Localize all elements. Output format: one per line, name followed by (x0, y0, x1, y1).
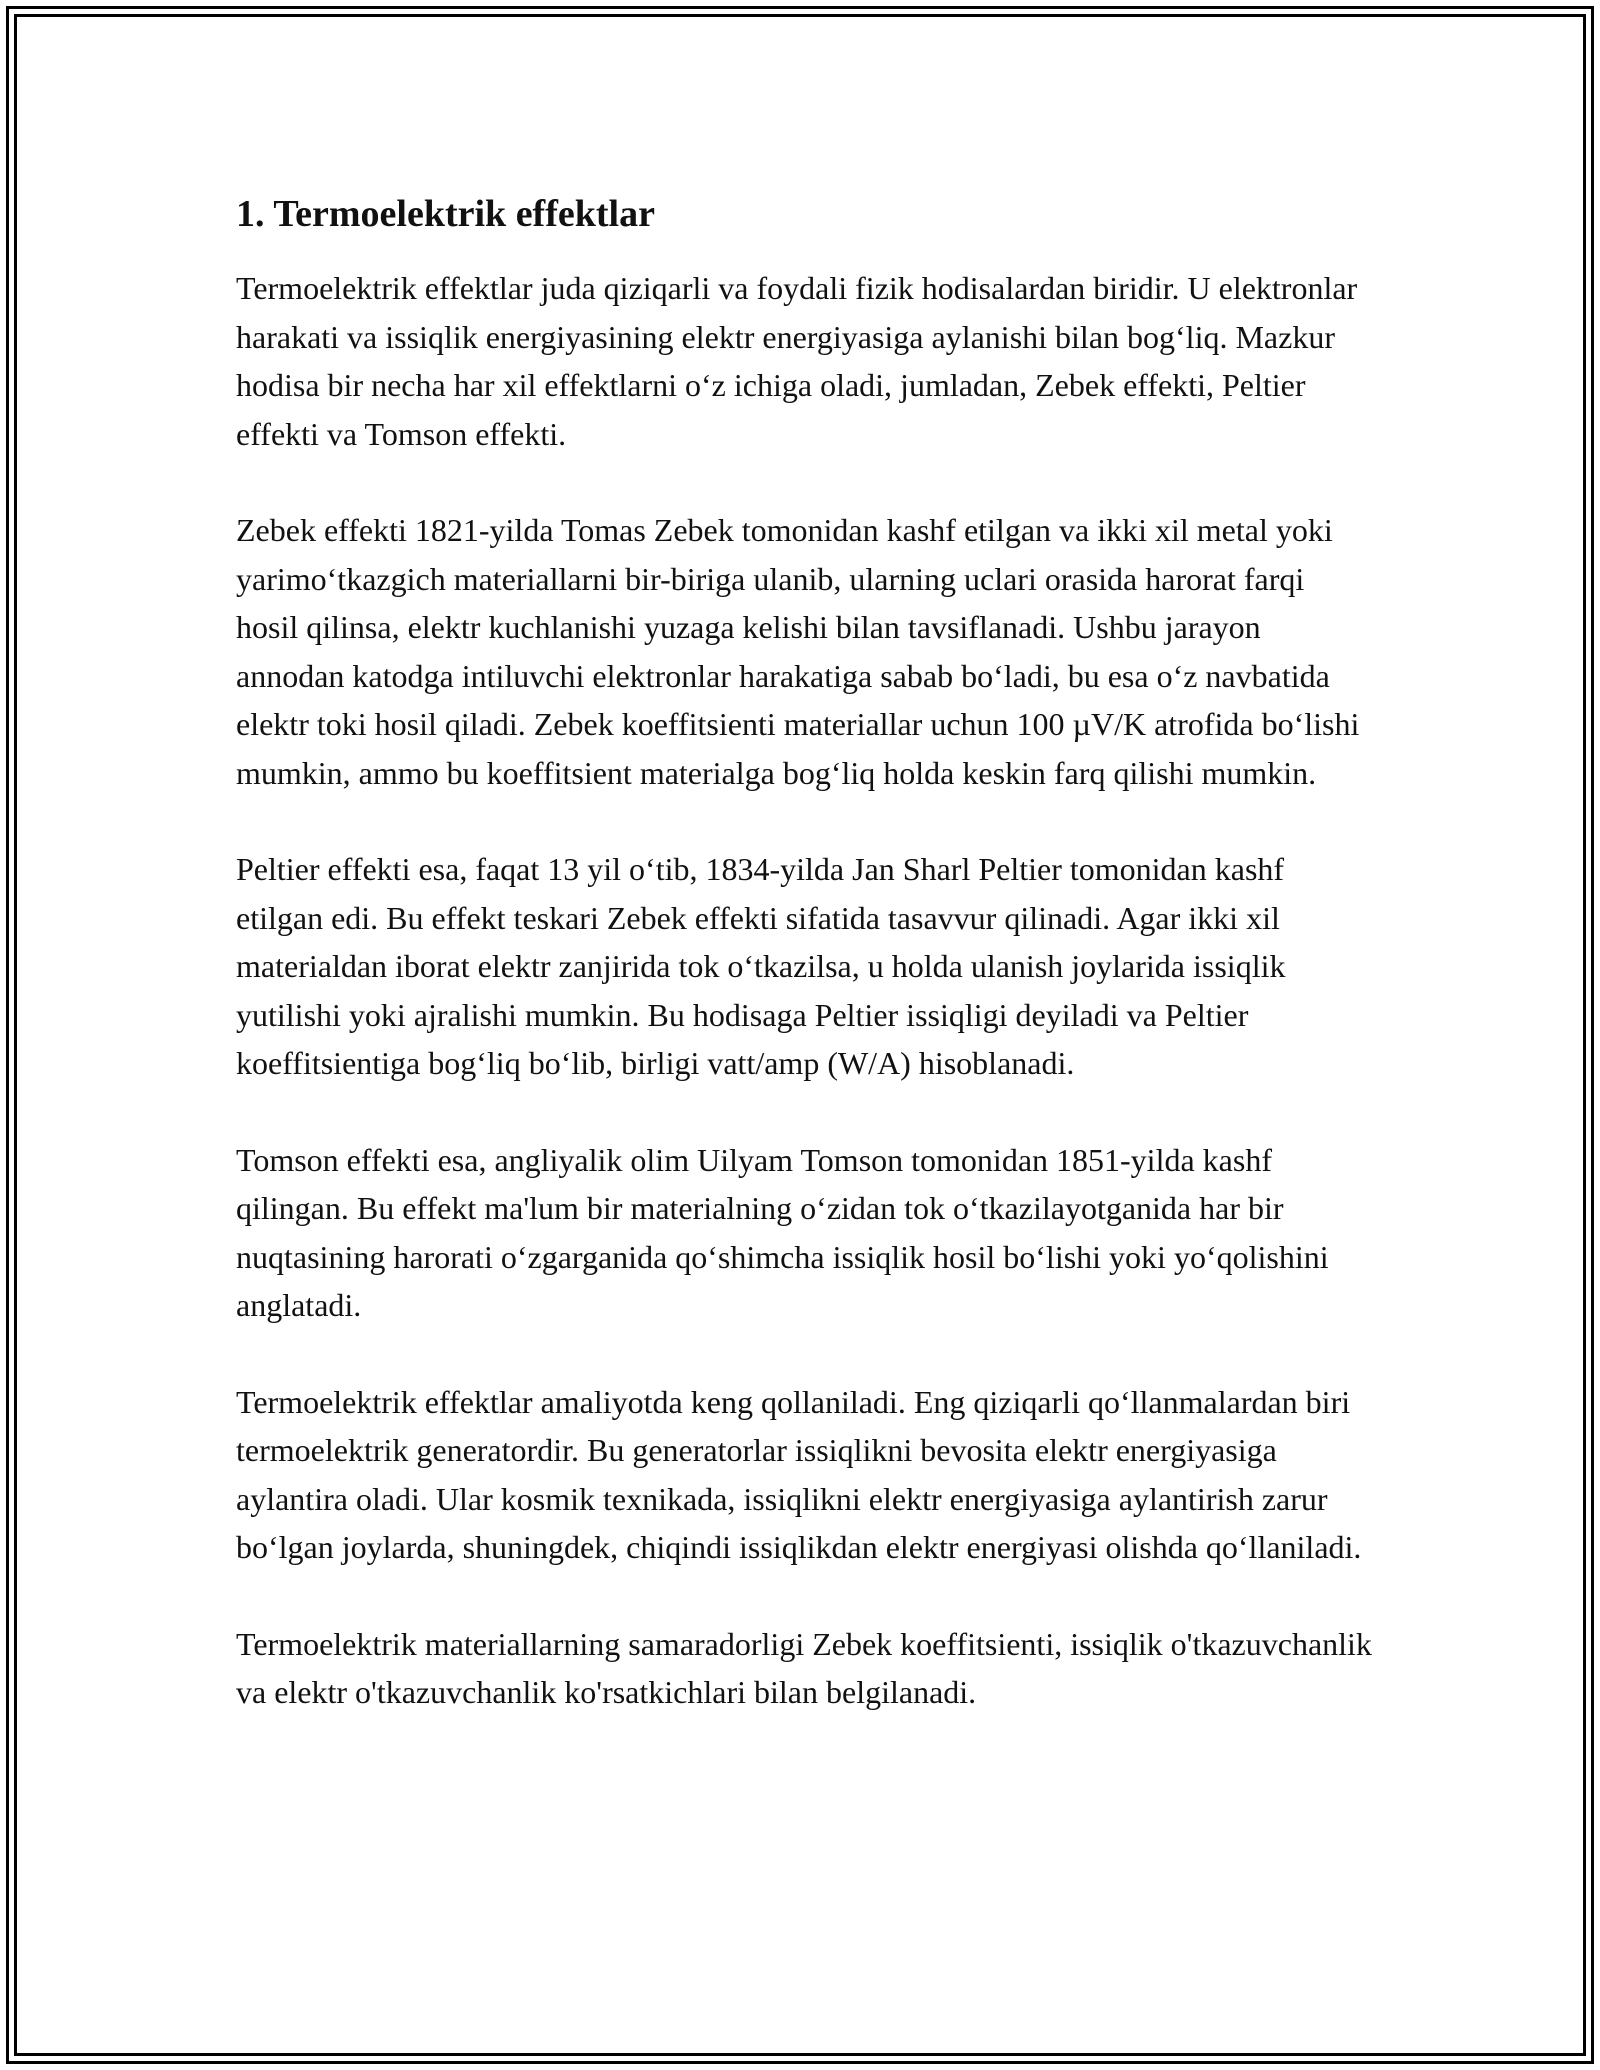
paragraph-zebek-effect: Zebek effekti 1821-yilda Tomas Zebek tomonidan kashf etilgan va ikki xil metal yoki yarimo‘tkazgich materiallarni bir-biriga ulanib, ularning uclari orasida harorat farqi hosil qilinsa, elektr kuchlanishi yuzaga kelishi bilan tavsiflanadi. Ushbu jarayon annodan katodga intiluvchi elektronlar harakatiga sabab bo‘ladi, bu esa o‘z navbatida elektr toki hosil qiladi. Zebek koeffitsienti materiallar uchun 100 µV/K atrofida bo‘lishi mumkin, ammo bu koeffitsient materialga bog‘liq holda keskin farq qilishi mumkin. (236, 512, 1360, 791)
paragraph-intro: Termoelektrik effektlar juda qiziqarli va foydali fizik hodisalardan biridir. U elektronlar harakati va issiqlik energiyasining elektr energiyasiga aylanishi bilan bog‘liq. Mazkur hodisa bir necha har xil effektlarni o‘z ichiga oladi, jumladan, Zebek effekti, Peltier effekti va Tomson effekti. (236, 270, 1358, 452)
paragraph-applications: Termoelektrik effektlar amaliyotda keng qollaniladi. Eng qiziqarli qo‘llanmalardan biri termoelektrik generatordir. Bu generatorlar issiqlikni bevosita elektr energiyasiga aylantira oladi. Ular kosmik texnikada, issiqlikni elektr energiyasiga aylantirish zarur bo‘lgan joylarda, shuningdek, chiqindi issiqlikdan elektr energiyasi olishda qo‘llaniladi. (236, 1383, 1362, 1565)
paragraph-efficiency: Termoelektrik materiallarning samaradorligi Zebek koeffitsienti, issiqlik o'tkazuvchanlik va elektr o'tkazuvchanlik ko'rsatkichlari bilan belgilanadi. (236, 1625, 1372, 1710)
paragraph-peltier-effect: Peltier effekti esa, faqat 13 yil o‘tib, 1834-yilda Jan Sharl Peltier tomonidan kashf etilgan edi. Bu effekt teskari Zebek effekti sifatida tasavvur qilinadi. Agar ikki xil materialdan iborat elektr zanjirida tok o‘tkazilsa, u holda ulanish joylarida issiqlik yutilishi yoki ajralishi mumkin. Bu hodisaga Peltier issiqligi deyiladi va Peltier koeffitsientiga bog‘liq bo‘lib, birligi vatt/amp (W/A) hisoblanadi. (236, 851, 1286, 1081)
document-body (236, 190, 1372, 1765)
paragraph-tomson-effect: Tomson effekti esa, angliyalik olim Uilyam Tomson tomonidan 1851-yilda kashf qilingan. Bu effekt ma'lum bir materialning o‘zidan tok o‘tkazilayotganida har bir nuqtasining harorati o‘zgarganida qo‘shimcha issiqlik hosil bo‘lishi yoki yo‘qolishini anglatadi. (236, 1141, 1329, 1323)
section-heading: 1. Termoelektrik effektlar (236, 193, 655, 235)
